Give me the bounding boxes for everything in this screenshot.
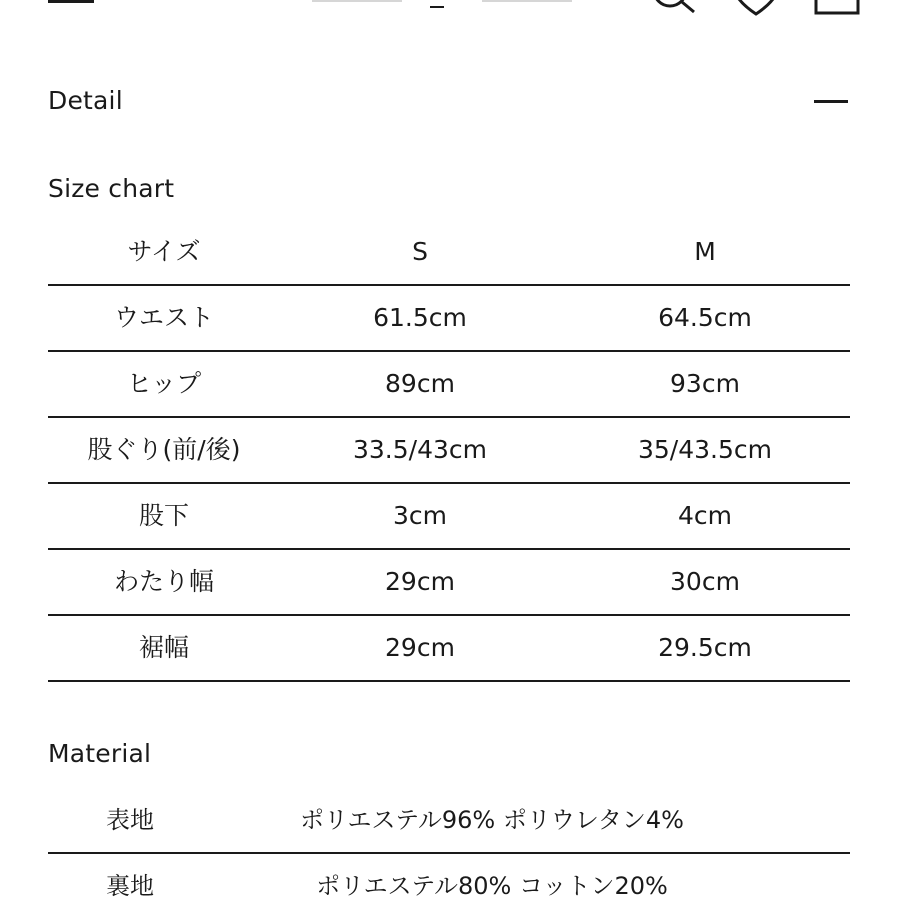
value-m: 4cm: [677, 501, 732, 530]
value-s: 33.5/43cm: [353, 435, 487, 464]
header-size-m: M: [694, 237, 716, 266]
size-chart-heading: Size chart: [48, 174, 175, 203]
detail-heading[interactable]: Detail: [48, 86, 123, 115]
top-bar: [0, 0, 900, 24]
value-m: 29.5cm: [658, 633, 752, 662]
table-row: [48, 550, 850, 616]
brand-logo[interactable]: [312, 0, 582, 10]
header-size-label: サイズ: [127, 237, 201, 266]
menu-icon[interactable]: [48, 0, 94, 3]
material-composition: ポリエステル96% ポリウレタン4%: [300, 806, 684, 834]
material-composition: ポリエステル80% コットン20%: [316, 872, 668, 900]
material-part-label: 裏地: [106, 872, 154, 900]
table-row: [48, 418, 850, 484]
heart-icon[interactable]: [730, 0, 782, 16]
table-row: [48, 484, 850, 550]
row-label: わたり幅: [113, 567, 214, 596]
material-heading: Material: [48, 739, 152, 768]
value-m: 64.5cm: [658, 303, 752, 332]
bag-icon[interactable]: [812, 0, 864, 16]
value-s: 3cm: [392, 501, 447, 530]
material-part-label: 表地: [106, 806, 154, 834]
row-label: 股下: [138, 501, 189, 530]
value-s: 29cm: [385, 633, 455, 662]
table-row: [48, 854, 850, 918]
collapse-detail-button[interactable]: [814, 100, 848, 103]
table-row: [48, 788, 850, 854]
value-s: 89cm: [385, 369, 455, 398]
header-size-s: S: [412, 237, 428, 266]
row-label: 股ぐり(前/後): [87, 435, 241, 464]
size-chart-header-row: [48, 220, 850, 286]
table-row: [48, 286, 850, 352]
material-table: [48, 788, 850, 918]
table-row: [48, 616, 850, 682]
value-s: 61.5cm: [373, 303, 467, 332]
value-m: 93cm: [670, 369, 740, 398]
search-icon[interactable]: [648, 0, 700, 16]
value-m: 35/43.5cm: [638, 435, 772, 464]
size-chart-table: [48, 220, 850, 682]
value-m: 30cm: [670, 567, 740, 596]
table-row: [48, 352, 850, 418]
value-s: 29cm: [385, 567, 455, 596]
row-label: ヒップ: [126, 369, 202, 398]
row-label: ウエスト: [113, 303, 214, 332]
row-label: 裾幅: [138, 633, 189, 662]
